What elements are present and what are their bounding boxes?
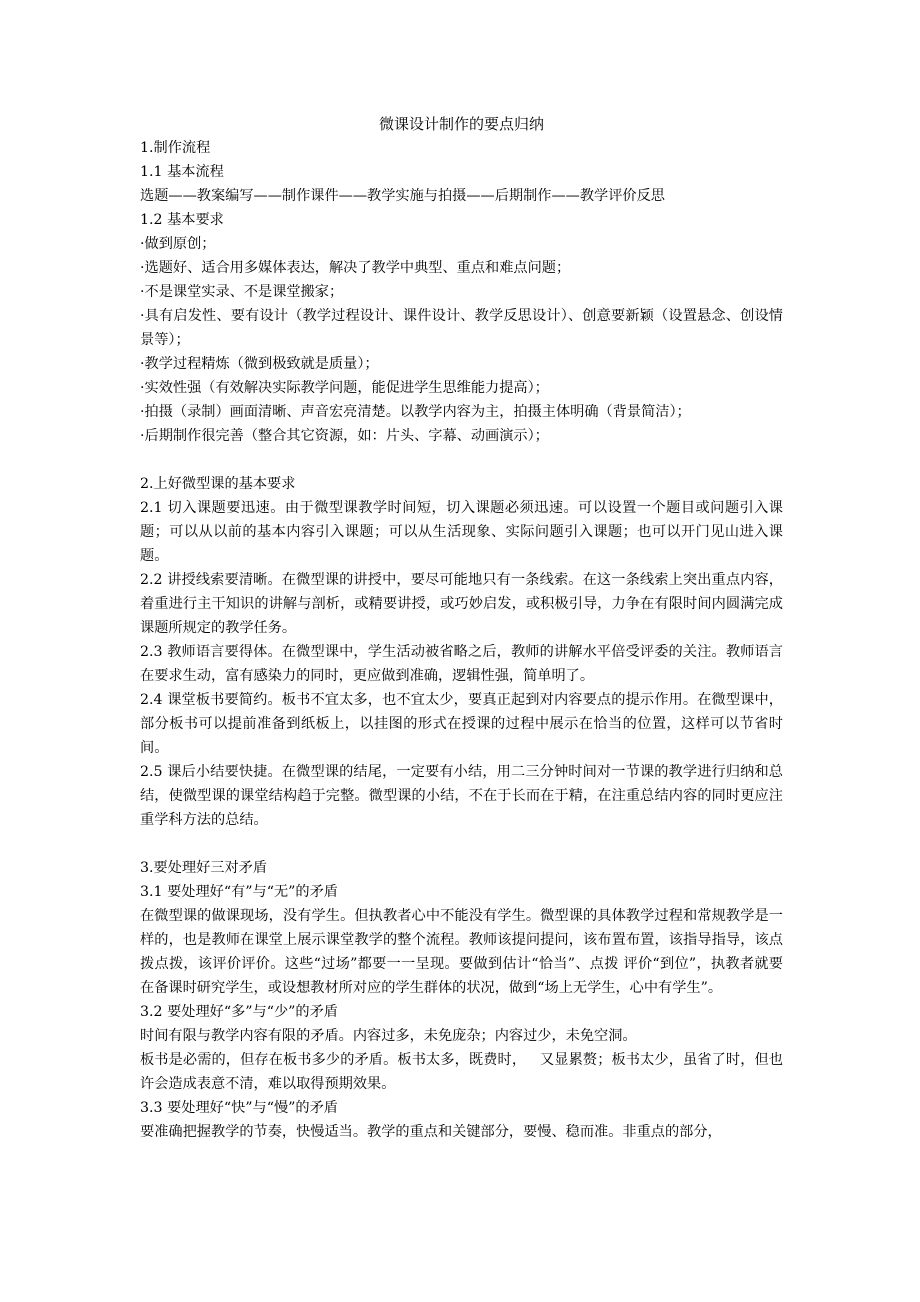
section-3-heading: 3.要处理好三对矛盾 [140,860,268,876]
section-1-heading: 1.制作流程 [140,140,211,156]
section-3-1-heading: 3.1 要处理好“有”与“无”的矛盾 [140,884,338,900]
requirement-item: ·不是课堂实录、不是课堂搬家； [140,284,344,300]
section-2-heading: 2.上好微型课的基本要求 [140,476,296,492]
section-2-paragraph: 2.4 课堂板书要简约。板书不宜太多，也不宜太少，要真正起到对内容要点的提示作用。在微型课中，部分板书可以提前准备到纸板上，以挂图的形式在授课的过程中展示在恰当的位置，这样可以节省时间。 [140,692,783,756]
requirement-item: ·教学过程精炼（微到极致就是质量）； [140,356,379,372]
section-2-paragraph: 2.1 切入课题要迅速。由于微型课教学时间短，切入课题必须迅速。可以设置一个题目或问题引入课题；可以从以前的基本内容引入课题；可以从生活现象、实际问题引入课题；也可以开门见山进入课题。 [140,500,783,564]
section-2-paragraph: 2.5 课后小结要快捷。在微型课的结尾，一定要有小结，用二三分钟时间对一节课的教学进行归纳和总结，使微型课的课堂结构趋于完整。微型课的小结，不在于长而在于精，在注重总结内容的同时更应注重学科方法的总结。 [140,764,783,828]
section-2-paragraph: 2.3 教师语言要得体。在微型课中，学生活动被省略之后，教师的讲解水平倍受评委的关注。教师语言在要求生动，富有感染力的同时，更应做到准确，逻辑性强，简单明了。 [140,644,783,684]
requirement-item: ·后期制作很完善（整合其它资源，如：片头、字幕、动画演示）； [140,428,549,444]
section-3-2-paragraph: 板书是必需的，但存在板书多少的矛盾。板书太多，既费时， 又显累赘；板书太少，虽省了时，但也许会造成表意不清，难以取得预期效果。 [140,1052,783,1092]
requirement-item: ·实效性强（有效解决实际教学问题，能促进学生思维能力提高）； [140,380,549,396]
document-title: 微课设计制作的要点归纳 [378,115,544,133]
section-3-2-paragraph: 时间有限与教学内容有限的矛盾。内容过多，未免庞杂；内容过少，未免空洞。 [140,1028,637,1044]
section-1-2-heading: 1.2 基本要求 [140,212,224,228]
section-spacer [140,832,783,856]
section-3-3-heading: 3.3 要处理好“快”与“慢”的矛盾 [140,1100,338,1116]
document-page [140,112,783,1144]
workflow-text: 选题——教案编写——制作课件——教学实施与拍摄——后期制作——教学评价反思 [140,188,665,204]
section-2-paragraph: 2.2 讲授线索要清晰。在微型课的讲授中，要尽可能地只有一条线索。在这一条线索上突出重点内容，着重进行主干知识的讲解与剖析，或精要讲授，或巧妙启发，或积极引导，力争在有限时间内圆满完成课题所规定的教学任务。 [140,572,783,636]
requirement-item: ·拍摄（录制）画面清晰、声音宏亮清楚。以教学内容为主，拍摄主体明确（背景简洁）； [140,404,691,420]
requirement-item: ·具有启发性、要有设计（教学过程设计、课件设计、教学反思设计）、创意要新颖（设置悬念、创设情景等）； [140,308,783,348]
requirement-item: ·做到原创； [140,236,216,252]
section-3-3-paragraph: 要准确把握教学的节奏，快慢适当。教学的重点和关键部分，要慢、稳而准。非重点的部分， [140,1124,722,1140]
section-3-1-paragraph: 在微型课的做课现场，没有学生。但执教者心中不能没有学生。微型课的具体教学过程和常规教学是一样的，也是教师在课堂上展示课堂教学的整个流程。教师该提问提问，该布置布置，该指导指导，该点拨点拨，该评价评价。这些“过场”都要一一呈现。要做到估计“恰当”、点拨 评价“到位”，执教者就要在备课时研究学生，或设想教材所对应的学生群体的状况，做到“场上无学生，心中有学生”。 [140,908,783,996]
requirement-item: ·选题好、适合用多媒体表达，解决了教学中典型、重点和难点问题； [140,260,571,276]
section-spacer [140,448,783,472]
section-3-2-heading: 3.2 要处理好“多”与“少”的矛盾 [140,1004,338,1020]
section-1-1-heading: 1.1 基本流程 [140,164,224,180]
